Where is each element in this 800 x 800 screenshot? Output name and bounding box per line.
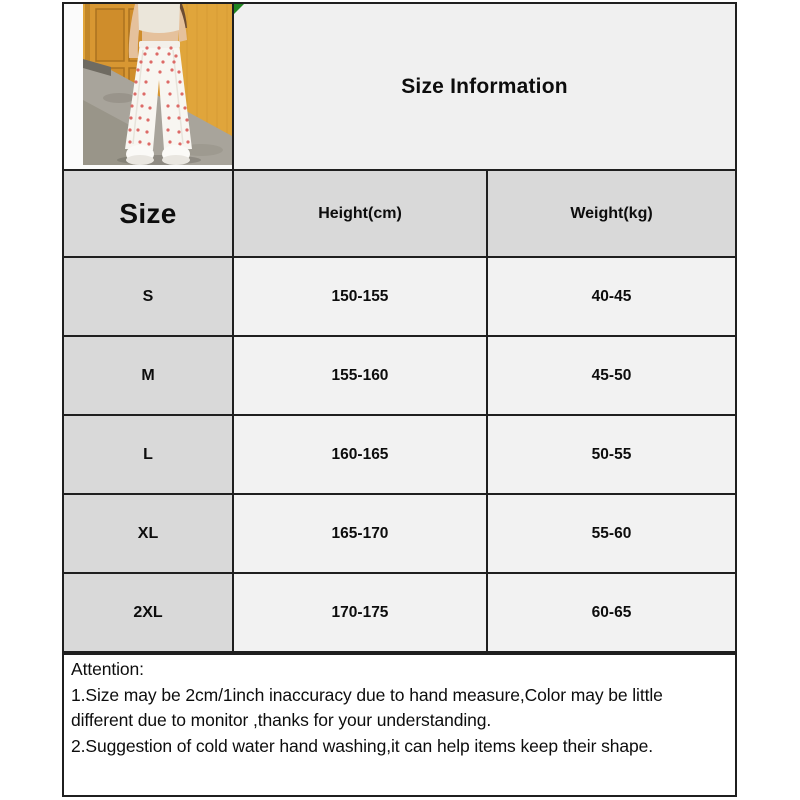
weight-value-cell-row2: 50-55 (488, 416, 735, 493)
attention-line-2: 2.Suggestion of cold water hand washing,it can help items keep their shape. (71, 735, 654, 756)
height-value-cell-row2: 160-165 (234, 416, 486, 493)
page-title: Size Information (401, 74, 568, 98)
height-value-cell-row0: 150-155 (234, 258, 486, 335)
product-photo (83, 4, 232, 165)
height-value-cell-row3: 165-170 (234, 495, 486, 572)
cell-corner-marker-icon (234, 4, 244, 14)
height-value-cell-row1: 155-160 (234, 337, 486, 414)
size-label-cell-row1: M (64, 337, 232, 414)
product-photo-cell (64, 4, 232, 169)
weight-value-cell-row4: 60-65 (488, 574, 735, 651)
crop-top (138, 4, 180, 33)
attention-note-box (62, 653, 737, 797)
attention-heading: Attention: (71, 659, 144, 679)
attention-line-1: 1.Size may be 2cm/1inch inaccuracy due to hand measure,Color may be little different due to monitor ,thanks for your understanding. (71, 684, 663, 730)
column-header-size: Size (64, 171, 232, 256)
weight-value-cell-row1: 45-50 (488, 337, 735, 414)
column-header-height: Height(cm) (234, 171, 486, 256)
size-label-cell-row4: 2XL (64, 574, 232, 651)
size-table (62, 2, 737, 653)
weight-value-cell-row3: 55-60 (488, 495, 735, 572)
size-label-cell-row2: L (64, 416, 232, 493)
weight-value-cell-row0: 40-45 (488, 258, 735, 335)
height-value-cell-row4: 170-175 (234, 574, 486, 651)
size-label-cell-row0: S (64, 258, 232, 335)
column-header-weight: Weight(kg) (488, 171, 735, 256)
size-label-cell-row3: XL (64, 495, 232, 572)
size-information-title-cell (234, 4, 735, 169)
